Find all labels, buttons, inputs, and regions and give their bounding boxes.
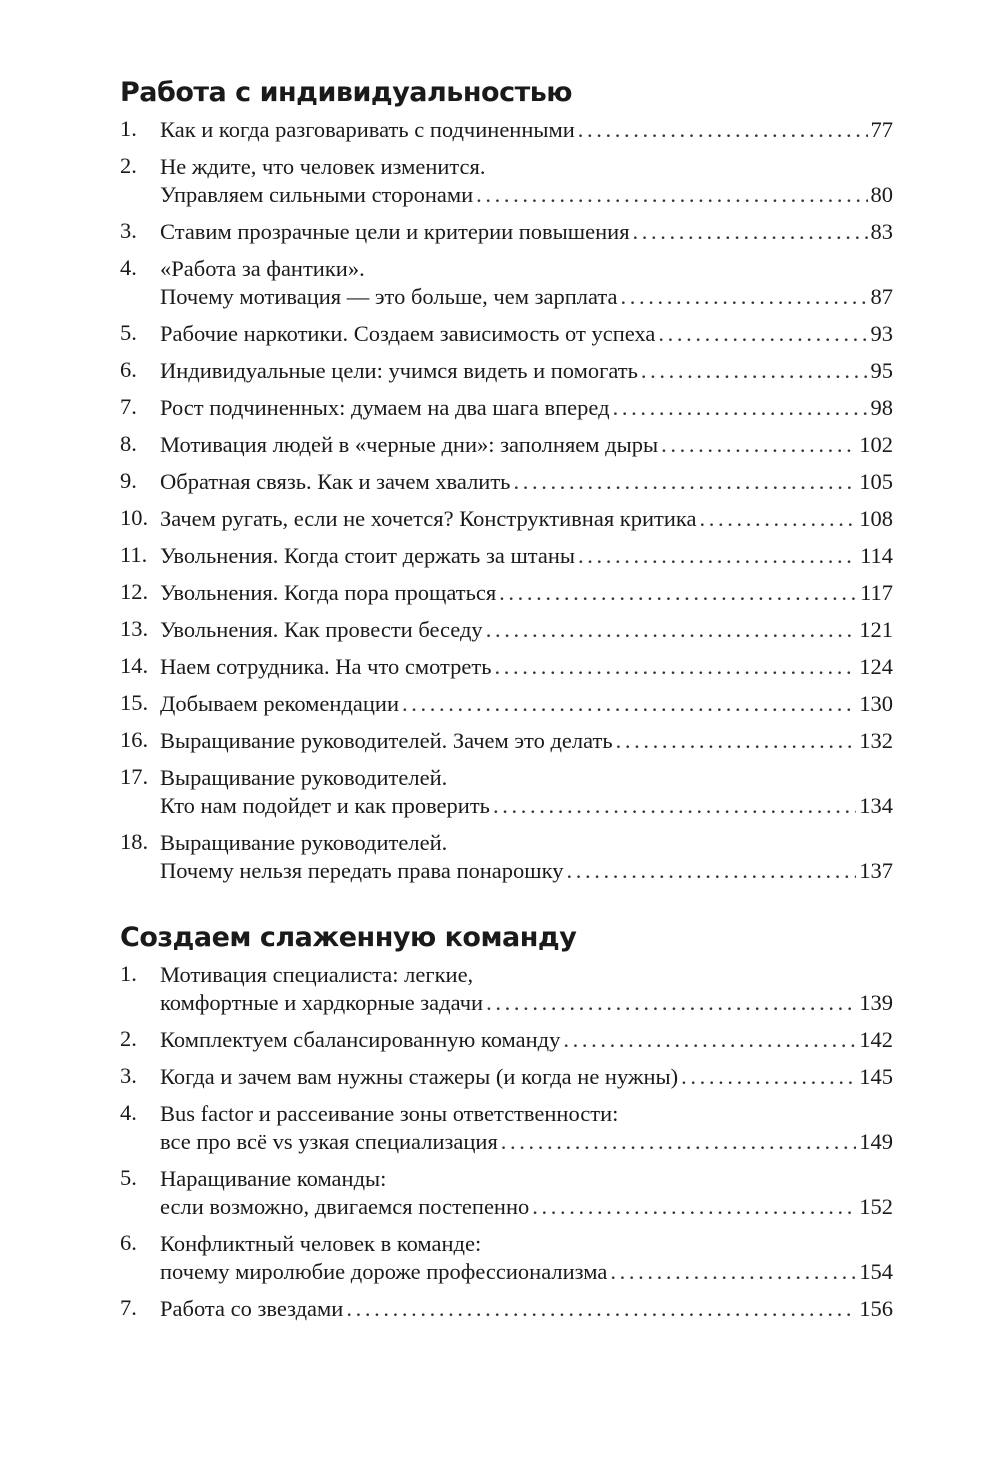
entry-body (160, 616, 893, 644)
entry-title-text: Наем сотрудника. На что смотреть (160, 654, 492, 679)
entry-title-line (160, 468, 893, 496)
dot-leader (402, 690, 856, 718)
dot-leader (633, 218, 868, 246)
dot-leader (616, 727, 857, 755)
entry-title-line (160, 1128, 893, 1156)
entry-number: 5. (120, 1165, 137, 1190)
entry-title-line (160, 829, 893, 857)
page-number: 83 (870, 219, 893, 244)
page-number: 156 (859, 1296, 893, 1321)
dot-leader (476, 181, 867, 209)
dot-leader (610, 1258, 856, 1286)
entry-body (160, 116, 893, 144)
entry-body (160, 153, 893, 209)
page-number: 80 (870, 182, 893, 207)
dot-leader (641, 357, 868, 385)
toc-entry[interactable] (120, 616, 893, 653)
entry-title-text: Рост подчиненных: думаем на два шага вперед (160, 395, 610, 420)
page-number: 134 (859, 793, 893, 818)
entry-body (160, 1230, 893, 1286)
entry-number: 5. (120, 320, 137, 345)
entry-title-text: Наращивание команды: (160, 1166, 387, 1191)
entry-number: 6. (120, 1230, 137, 1255)
page-number: 95 (870, 358, 893, 383)
page-number: 149 (859, 1129, 893, 1154)
entry-title-line (160, 1258, 893, 1286)
entry-title-text: Почему мотивация — это больше, чем зарплата (160, 284, 618, 309)
entry-title-line (160, 218, 893, 246)
dot-leader (661, 431, 856, 459)
entry-title-line (160, 1063, 893, 1091)
entry-title-line (160, 181, 893, 209)
entry-body (160, 1063, 893, 1091)
dot-leader (578, 116, 868, 144)
entry-title-text: Мотивация специалиста: легкие, (160, 962, 474, 987)
toc-entry[interactable] (120, 1100, 893, 1165)
toc-entry[interactable] (120, 394, 893, 431)
entry-body (160, 653, 893, 681)
entry-title-line (160, 1165, 893, 1193)
entry-title-text: Увольнения. Когда стоит держать за штаны (160, 543, 576, 568)
entry-title-text: Не ждите, что человек изменится. (160, 154, 486, 179)
entry-title-text: Как и когда разговаривать с подчиненными (160, 117, 575, 142)
entry-title-text: почему миролюбие дороже профессионализма (160, 1259, 608, 1284)
page-number: 121 (859, 617, 893, 642)
entry-title-line (160, 792, 893, 820)
dot-leader (566, 857, 856, 885)
entry-body (160, 764, 893, 820)
entry-title-line (160, 1295, 893, 1323)
dot-leader (501, 1128, 856, 1156)
toc-entry[interactable] (120, 764, 893, 829)
entry-number: 9. (120, 468, 137, 493)
entry-body (160, 1100, 893, 1156)
entry-number: 18. (120, 829, 149, 854)
dot-leader (613, 394, 868, 422)
entry-title-text: Выращивание руководителей. (160, 830, 448, 855)
page-number: 124 (859, 654, 893, 679)
entry-title-line (160, 255, 893, 283)
toc-entries (120, 961, 893, 1332)
dot-leader (513, 468, 856, 496)
entry-title-text: Добываем рекомендации (160, 691, 399, 716)
entry-title-text: Почему нельзя передать права понарошку (160, 858, 564, 883)
toc-entry[interactable] (120, 255, 893, 320)
dot-leader (620, 283, 867, 311)
entry-number: 8. (120, 431, 137, 456)
page-number: 93 (870, 321, 893, 346)
toc-entry[interactable] (120, 320, 893, 357)
page-number: 137 (859, 858, 893, 883)
entry-title-text: Мотивация людей в «черные дни»: заполняем дыры (160, 432, 659, 457)
page-number: 142 (859, 1027, 893, 1052)
entry-title-line (160, 727, 893, 755)
toc-entry[interactable] (120, 1165, 893, 1230)
entry-title-line (160, 764, 893, 792)
entry-title-text: Комплектуем сбалансированную команду (160, 1027, 561, 1052)
entry-title-line (160, 320, 893, 348)
entry-number: 2. (120, 153, 137, 178)
entry-number: 3. (120, 1063, 137, 1088)
entry-body (160, 320, 893, 348)
entry-title-text: Зачем ругать, если не хочется? Конструктивная критика (160, 506, 697, 531)
toc-entry[interactable] (120, 579, 893, 616)
entry-title-text: Bus factor и рассеивание зоны ответственности: (160, 1101, 619, 1126)
page-number: 77 (870, 117, 893, 142)
page-number: 139 (859, 990, 893, 1015)
page-number: 114 (860, 543, 893, 568)
entry-number: 12. (120, 579, 149, 604)
entry-title-line (160, 505, 893, 533)
section-heading: Работа с индивидуальностью (120, 77, 573, 108)
toc-entry[interactable] (120, 727, 893, 764)
entry-number: 4. (120, 1100, 137, 1125)
entry-body (160, 542, 893, 570)
entry-body (160, 468, 893, 496)
page-number: 108 (859, 506, 893, 531)
dot-leader (486, 989, 856, 1017)
entry-title-text: Кто нам подойдет и как проверить (160, 793, 490, 818)
toc-entry[interactable] (120, 690, 893, 727)
entry-title-text: Индивидуальные цели: учимся видеть и помогать (160, 358, 638, 383)
entry-number: 14. (120, 653, 149, 678)
entry-title-text: «Работа за фантики». (160, 256, 365, 281)
toc-entry[interactable] (120, 468, 893, 505)
entry-body (160, 961, 893, 1017)
entry-body (160, 431, 893, 459)
page-number: 87 (870, 284, 893, 309)
entry-title-text: Выращивание руководителей. Зачем это делать (160, 728, 613, 753)
dot-leader (346, 1295, 856, 1323)
entry-title-text: Выращивание руководителей. (160, 765, 448, 790)
entry-title-line (160, 1100, 893, 1128)
entry-title-line (160, 283, 893, 311)
entry-title-line (160, 579, 893, 607)
toc-entry[interactable] (120, 153, 893, 218)
entry-number: 7. (120, 1295, 137, 1320)
toc-entries (120, 116, 893, 894)
entry-title-line (160, 1026, 893, 1054)
entry-number: 2. (120, 1026, 137, 1051)
toc-section-individuality (120, 70, 893, 894)
toc-entry[interactable] (120, 961, 893, 1026)
entry-title-text: Когда и зачем вам нужны стажеры (и когда не нужны) (160, 1064, 679, 1089)
dot-leader (563, 1026, 856, 1054)
entry-number: 1. (120, 961, 137, 986)
page-number: 154 (859, 1259, 893, 1284)
toc-entry[interactable] (120, 542, 893, 579)
page-number: 152 (859, 1194, 893, 1219)
entry-title-line (160, 153, 893, 181)
entry-title-line (160, 616, 893, 644)
entry-body (160, 1295, 893, 1323)
entry-title-line (160, 431, 893, 459)
dot-leader (578, 542, 857, 570)
entry-title-line (160, 653, 893, 681)
entry-title-text: Работа со звездами (160, 1296, 344, 1321)
entry-body (160, 394, 893, 422)
entry-title-text: Конфликтный человек в команде: (160, 1231, 482, 1256)
toc-entry[interactable] (120, 431, 893, 468)
dot-leader (499, 579, 857, 607)
entry-body (160, 579, 893, 607)
dot-leader (699, 505, 856, 533)
toc-entry[interactable] (120, 218, 893, 255)
entry-number: 3. (120, 218, 137, 243)
entry-title-line (160, 857, 893, 885)
entry-title-text: если возможно, двигаемся постепенно (160, 1194, 530, 1219)
dot-leader (532, 1193, 856, 1221)
toc-entry[interactable] (120, 1063, 893, 1100)
entry-title-text: комфортные и хардкорные задачи (160, 990, 484, 1015)
dot-leader (494, 653, 856, 681)
page-number: 130 (859, 691, 893, 716)
entry-body (160, 357, 893, 385)
entry-number: 1. (120, 116, 137, 141)
entry-number: 15. (120, 690, 149, 715)
toc-entry[interactable] (120, 1026, 893, 1063)
entry-title-text: Увольнения. Как провести беседу (160, 617, 483, 642)
toc-entry[interactable] (120, 829, 893, 894)
entry-title-text: все про всё vs узкая специализация (160, 1129, 498, 1154)
toc-entry[interactable] (120, 653, 893, 690)
entry-body (160, 829, 893, 885)
entry-title-line (160, 989, 893, 1017)
dot-leader (658, 320, 867, 348)
entry-body (160, 1165, 893, 1221)
entry-title-line (160, 357, 893, 385)
entry-title-line (160, 542, 893, 570)
entry-title-line (160, 394, 893, 422)
toc-entry[interactable] (120, 1230, 893, 1295)
page-number: 117 (860, 580, 893, 605)
entry-body (160, 218, 893, 246)
page-number: 98 (870, 395, 893, 420)
entry-body (160, 505, 893, 533)
entry-body (160, 1026, 893, 1054)
toc-entry[interactable] (120, 116, 893, 153)
page-number: 132 (859, 728, 893, 753)
entry-body (160, 690, 893, 718)
entry-body (160, 727, 893, 755)
entry-title-text: Обратная связь. Как и зачем хвалить (160, 469, 511, 494)
entry-number: 6. (120, 357, 137, 382)
toc-entry[interactable] (120, 505, 893, 542)
dot-leader (486, 616, 857, 644)
entry-number: 11. (120, 542, 148, 567)
entry-title-text: Ставим прозрачные цели и критерии повышения (160, 219, 630, 244)
entry-number: 13. (120, 616, 149, 641)
page-number: 105 (859, 469, 893, 494)
entry-title-line (160, 1230, 893, 1258)
entry-title-text: Рабочие наркотики. Создаем зависимость от успеха (160, 321, 656, 346)
entry-body (160, 255, 893, 311)
toc-entry[interactable] (120, 357, 893, 394)
entry-title-text: Увольнения. Когда пора прощаться (160, 580, 497, 605)
entry-title-line (160, 961, 893, 989)
entry-number: 17. (120, 764, 149, 789)
toc-entry[interactable] (120, 1295, 893, 1332)
entry-number: 4. (120, 255, 137, 280)
entry-title-line (160, 690, 893, 718)
entry-number: 7. (120, 394, 137, 419)
section-heading: Создаем слаженную команду (120, 922, 577, 953)
entry-title-line (160, 1193, 893, 1221)
entry-title-text: Управляем сильными сторонами (160, 182, 474, 207)
entry-title-line (160, 116, 893, 144)
page-number: 102 (859, 432, 893, 457)
dot-leader (493, 792, 856, 820)
page-number: 145 (859, 1064, 893, 1089)
toc-section-team (120, 915, 893, 1332)
entry-number: 10. (120, 505, 149, 530)
entry-number: 16. (120, 727, 149, 752)
dot-leader (681, 1063, 856, 1091)
